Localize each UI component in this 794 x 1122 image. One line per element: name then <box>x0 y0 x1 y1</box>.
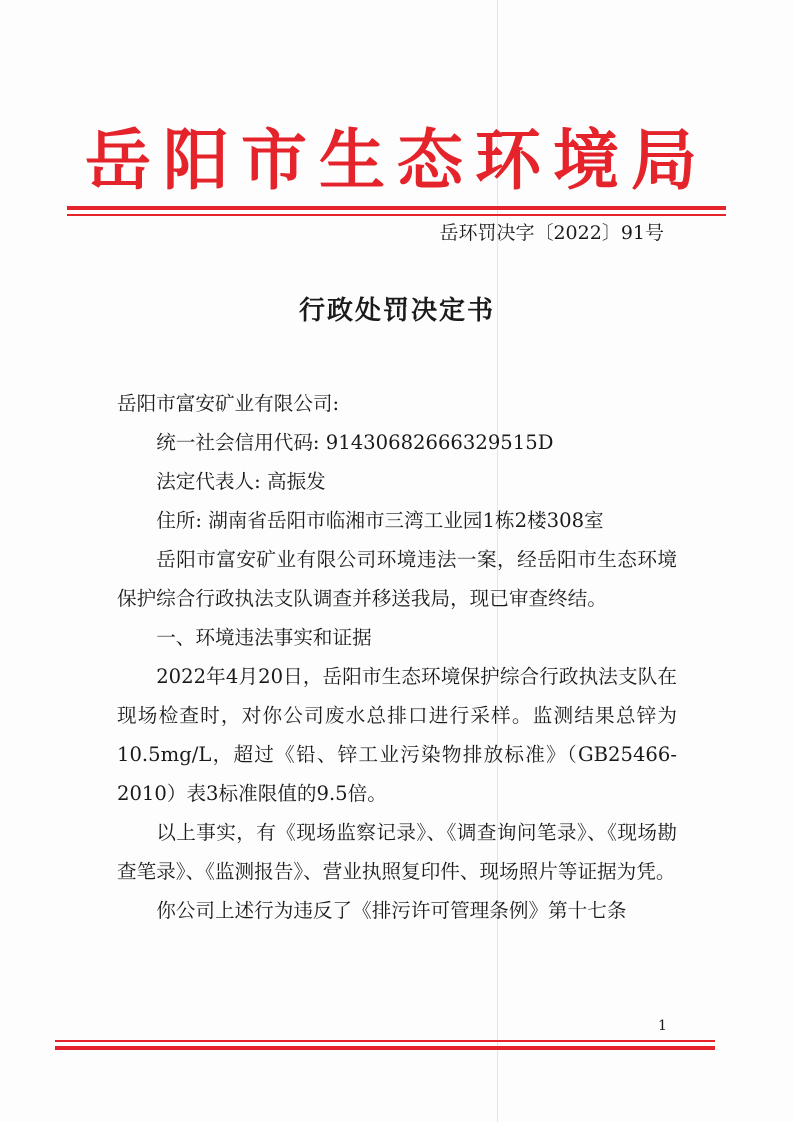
evidence-paragraph: 以上事实，有《现场监察记录》、《调查询问笔录》、《现场勘查笔录》、《监测报告》、营业执照复印件、现场照片等证据为凭。 <box>117 821 677 883</box>
intro-paragraph: 岳阳市富安矿业有限公司环境违法一案，经岳阳市生态环境保护综合行政执法支队调查并移送我局，现已审查终结。 <box>117 548 677 610</box>
footer-rule-thick <box>55 1046 715 1050</box>
address: 住所: 湖南省岳阳市临湘市三湾工业园1栋2楼308室 <box>156 509 604 532</box>
legal-representative: 法定代表人: 高振发 <box>156 470 326 493</box>
footer-rule-thin <box>55 1040 715 1042</box>
masthead-rule-thin <box>67 214 726 216</box>
violation-paragraph: 你公司上述行为违反了《排污许可管理条例》第十七条 <box>156 899 627 922</box>
credit-code: 统一社会信用代码: 91430682666329515D <box>156 431 554 454</box>
recipient: 岳阳市富安矿业有限公司: <box>117 392 340 415</box>
document-title: 行政处罚决定书 <box>298 296 495 326</box>
masthead-rule-thick <box>67 206 726 210</box>
document-body <box>117 384 677 930</box>
page-number: 1 <box>658 1018 667 1034</box>
document-number: 岳环罚决字〔2022〕91号 <box>439 222 664 244</box>
section-heading: 一、环境违法事实和证据 <box>156 626 372 649</box>
facts-paragraph: 2022年4月20日，岳阳市生态环境保护综合行政执法支队在现场检查时，对你公司废水总排口进行采样。监测结果总锌为10.5mg/L，超过《铅、锌工业污染物排放标准》（GB25466-2010）表3标准限值的9.5倍。 <box>117 665 677 805</box>
masthead: 岳阳市生态环境局 <box>85 122 709 199</box>
